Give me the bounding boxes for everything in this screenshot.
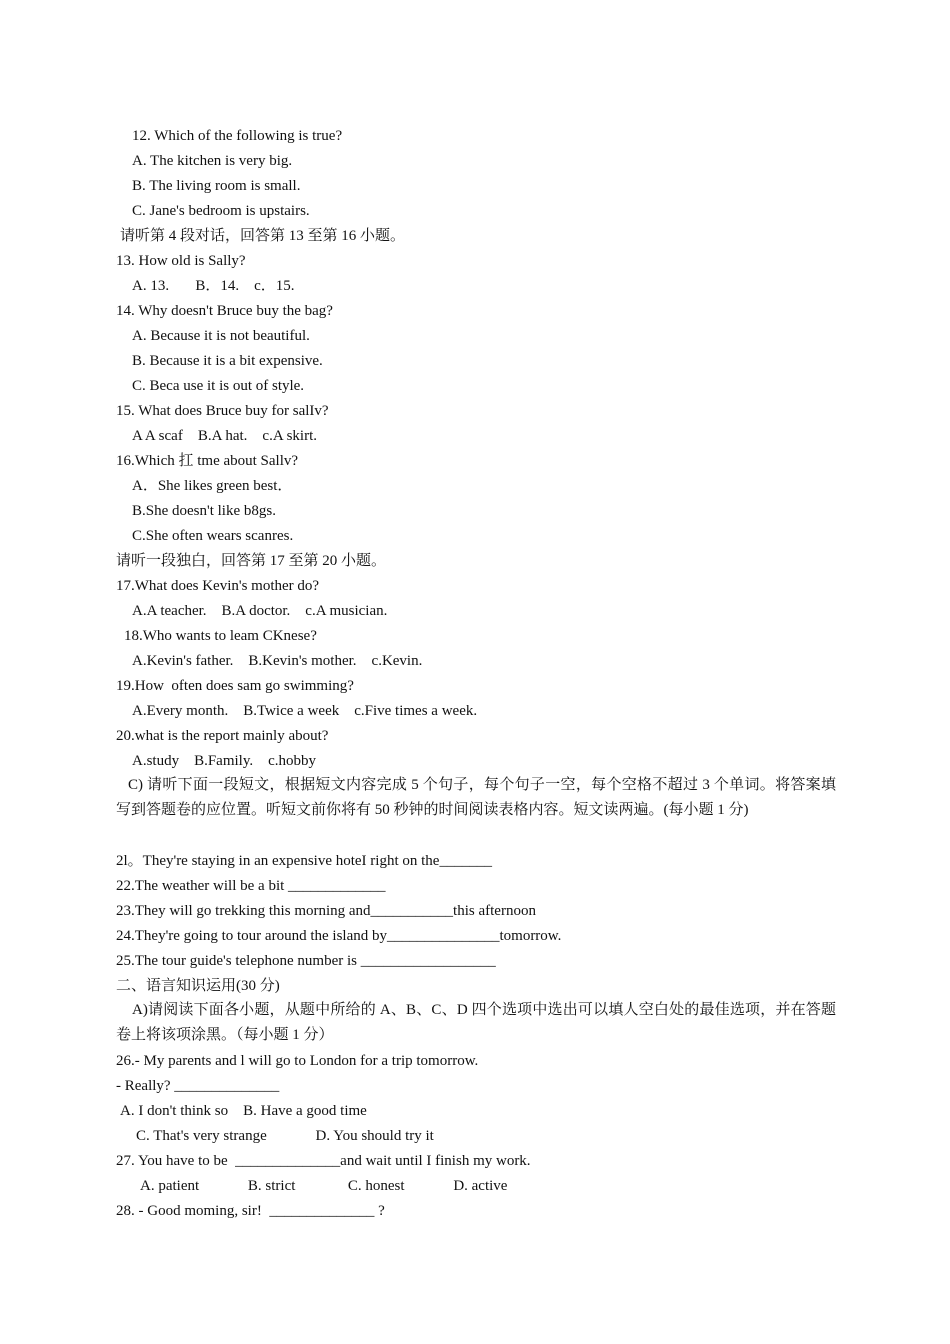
option-14c: C. Beca use it is out of style.	[132, 378, 305, 394]
question-19: 19.How often does sam go swimming?	[116, 678, 354, 694]
options-20: A.study B.Family. c.hobby	[132, 753, 317, 769]
question-21: 2l。They're staying in an expensive hoteI right on the_______	[116, 853, 492, 869]
option-14a: A. Because it is not beautiful.	[132, 328, 310, 344]
options-15: A A scaf B.A hat. c.A skirt.	[132, 428, 317, 444]
question-15: 15. What does Bruce buy for salIv?	[116, 403, 329, 419]
question-26: 26.- My parents and l will go to London for a trip tomorrow.	[116, 1053, 479, 1069]
question-16: 16.Which 扛 tme about Sallv?	[116, 453, 299, 469]
section-instruction-13-16: 请听第 4 段对话，回答第 13 至第 16 小题。	[120, 228, 406, 244]
options-13: A. 13. B．14. c．15.	[132, 278, 295, 294]
section-c-instruction: C) 请听下面一段短文，根据短文内容完成 5 个句子，每个句子一空，每个空格不超过 3 个单词。将答案填写到答题卷的应位置。听短文前你将有 50 秒钟的时间阅读表格内容。短文读两遍。(每小题 1 分)	[116, 777, 836, 818]
options-18: A.Kevin's father. B.Kevin's mother. c.Kevin.	[132, 653, 423, 669]
question-23: 23.They will go trekking this morning and___________this afternoon	[116, 903, 536, 919]
option-14b: B. Because it is a bit expensive.	[132, 353, 323, 369]
question-12: 12. Which of the following is true?	[132, 128, 343, 144]
question-20: 20.what is the report mainly about?	[116, 728, 329, 744]
question-14: 14. Why doesn't Bruce buy the bag?	[116, 303, 333, 319]
question-24: 24.They're going to tour around the island by_______________tomorrow.	[116, 928, 562, 944]
question-22: 22.The weather will be a bit _____________	[116, 878, 386, 894]
section-a-instruction: A)请阅读下面各小题，从题中所给的 A、B、C、D 四个选项中选出可以填人空白处的最佳选项，并在答题卷上将该项涂黑。（每小题 1 分）	[116, 1002, 836, 1043]
question-13: 13. How old is Sally?	[116, 253, 246, 269]
question-27: 27. You have to be ______________and wait until I finish my work.	[116, 1153, 531, 1169]
option-16b: B.She doesn't like b8gs.	[132, 503, 276, 519]
option-12a: A. The kitchen is very big.	[132, 153, 293, 169]
option-12c: C. Jane's bedroom is upstairs.	[132, 203, 310, 219]
question-18: 18.Who wants to leam CKnese?	[124, 628, 317, 644]
options-17: A.A teacher. B.A doctor. c.A musician.	[132, 603, 388, 619]
part-two-heading: 二、语言知识运用(30 分)	[116, 978, 280, 994]
option-16a: A．She likes green best．	[132, 478, 293, 494]
option-16c: C.She often wears scanres.	[132, 528, 294, 544]
option-12b: B. The living room is small.	[132, 178, 301, 194]
question-25: 25.The tour guide's telephone number is __________________	[116, 953, 496, 969]
options-27: A. patient B. strict C. honest D. active	[140, 1178, 508, 1194]
options-19: A.Every month. B.Twice a week c.Five times a week.	[132, 703, 478, 719]
options-26-ab: A. I don't think so B. Have a good time	[120, 1103, 367, 1119]
options-26-cd: C. That's very strange D. You should try it	[136, 1128, 434, 1144]
question-17: 17.What does Kevin's mother do?	[116, 578, 320, 594]
question-28: 28. - Good moming, sir! ______________ ?	[116, 1203, 385, 1219]
section-instruction-17-20: 请听一段独白，回答第 17 至第 20 小题。	[116, 553, 387, 569]
question-26-reply: - Really? ______________	[116, 1078, 280, 1094]
